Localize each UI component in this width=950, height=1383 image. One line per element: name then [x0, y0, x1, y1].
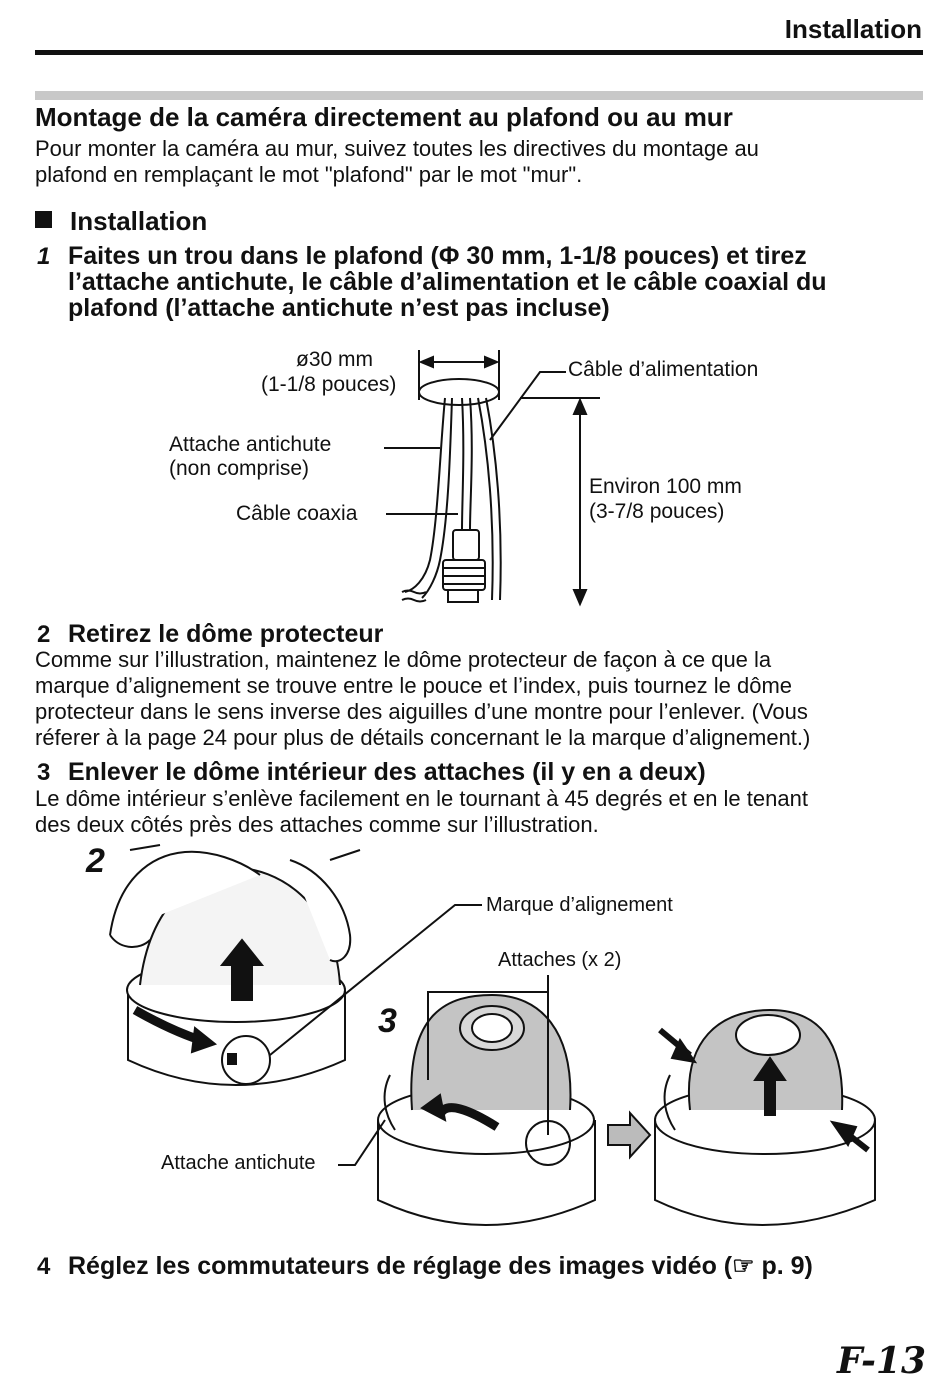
- camera-base-middle: [378, 1120, 595, 1225]
- step-2-line-1: Comme sur l’illustration, maintenez le dôme protecteur de façon à ce que la: [35, 647, 772, 672]
- step-4-title: Réglez les commutateurs de réglage des images vidéo (☞ p. 9): [68, 1252, 813, 1280]
- step-1-line-2: l’attache antichute, le câble d’alimentation et le câble coaxial du: [68, 268, 827, 296]
- step-3-number: 3: [37, 759, 51, 786]
- ceiling-hole: [419, 379, 499, 405]
- intro-line-2: plafond en remplaçant le mot "plafond" par le mot "mur".: [35, 162, 583, 187]
- square-bullet-icon: [35, 211, 52, 228]
- step-3-line-2: des deux côtés près des attaches comme sur l’illustration.: [35, 812, 599, 837]
- header-title: Installation: [784, 14, 922, 44]
- step-4-number: 4: [37, 1253, 51, 1280]
- section-title: Montage de la caméra directement au plafond ou au mur: [35, 102, 733, 132]
- camera-base-left: [128, 990, 345, 1085]
- inner-dome: [411, 995, 570, 1110]
- installation-heading-text: Installation: [70, 206, 208, 236]
- step-1-number: 1: [37, 243, 51, 270]
- step-2-number: 2: [37, 621, 51, 648]
- intro-line-1: Pour monter la caméra au mur, suivez toutes les directives du montage au: [35, 136, 759, 161]
- rotate-arrow-icon: [192, 1028, 215, 1052]
- section-rule: [35, 91, 923, 100]
- safety-wire: [405, 398, 445, 592]
- power-cable: [478, 398, 493, 600]
- diameter-label-1: ø30 mm: [296, 348, 374, 371]
- step-1-line-1: Faites un trou dans le plafond (Φ 30 mm, 1-1/8 pouces) et tirez: [68, 242, 807, 270]
- left-hand: [110, 852, 260, 935]
- installation-heading: [35, 206, 207, 237]
- protective-dome: [140, 868, 340, 985]
- clips-label: Attaches (x 2): [498, 949, 622, 971]
- page-number: F-13: [837, 1340, 926, 1382]
- figure-label-2: 2: [86, 842, 105, 880]
- next-arrow-icon: [608, 1113, 650, 1157]
- step-2-line-4: réferer à la page 24 pour plus de détails concernant le la marque d’alignement.): [35, 725, 811, 750]
- step-2-line-3: protecteur dans le sens inverse des aiguilles d’une montre pour l’enlever. (Vous: [35, 699, 808, 724]
- header-rule: [35, 50, 923, 55]
- coax-label: Câble coaxia: [236, 502, 358, 525]
- diameter-label-2: (1-1/8 pouces): [261, 373, 397, 396]
- length-label-1: Environ 100 mm: [589, 475, 742, 498]
- alignment-mark-label: Marque d’alignement: [486, 894, 673, 916]
- up-arrow-icon: [222, 940, 262, 1000]
- step-2-line-2: marque d’alignement se trouve entre le pouce et l’index, puis tournez le dôme: [35, 673, 793, 698]
- step-3-line-1: Le dôme intérieur s’enlève facilement en le tournant à 45 degrés et en le tenant: [35, 786, 808, 811]
- step-2-title: Retirez le dôme protecteur: [68, 620, 384, 648]
- camera-base-right: [655, 1120, 875, 1225]
- step-1-line-3: plafond (l’attache antichute n’est pas incluse): [68, 294, 610, 322]
- step-3-title: Enlever le dôme intérieur des attaches (il y en a deux): [68, 758, 706, 786]
- power-cable-label: Câble d’alimentation: [568, 358, 759, 381]
- safety-wire-label-2: (non comprise): [169, 457, 310, 480]
- length-label-2: (3-7/8 pouces): [589, 500, 725, 523]
- safety-wire-label: Attache antichute: [161, 1152, 316, 1174]
- inner-dome-lifted: [689, 1010, 842, 1110]
- safety-wire-label-1: Attache antichute: [169, 433, 332, 456]
- figure-label-3: 3: [378, 1002, 397, 1040]
- right-hand: [290, 860, 350, 961]
